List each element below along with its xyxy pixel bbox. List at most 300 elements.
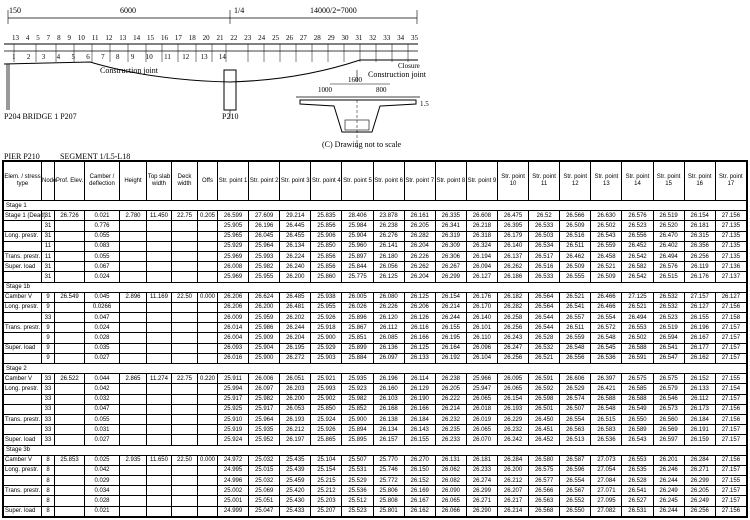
stress-value-cell: 27.082 bbox=[591, 506, 622, 516]
offset-cell: 0.220 bbox=[198, 374, 218, 384]
stress-value-cell: 26.52 bbox=[529, 211, 560, 221]
stress-value-cell: 26.096 bbox=[466, 343, 497, 353]
width-cell bbox=[147, 241, 172, 251]
stress-value-cell: 26.521 bbox=[560, 292, 591, 302]
segment-number: 4 bbox=[25, 34, 30, 42]
width-cell bbox=[147, 353, 172, 363]
column-header: Deck width bbox=[172, 162, 198, 201]
stress-value-cell: 25.536 bbox=[342, 486, 373, 496]
elev-cell bbox=[55, 313, 85, 323]
stress-value-cell: 26.451 bbox=[529, 425, 560, 435]
stress-value-cell: 25.844 bbox=[342, 262, 373, 272]
camber-cell: 0.055 bbox=[85, 414, 120, 424]
deck-cell bbox=[172, 394, 198, 404]
stress-value-cell: 26.527 bbox=[622, 496, 653, 506]
stress-value-cell: 25.531 bbox=[342, 465, 373, 475]
offset-cell: 0.000 bbox=[198, 455, 218, 465]
table-row bbox=[4, 313, 747, 323]
height-cell bbox=[120, 251, 147, 261]
row-label bbox=[4, 221, 42, 231]
height-cell bbox=[120, 333, 147, 343]
segment-number: 15 bbox=[147, 34, 155, 42]
stress-value-cell: 25.835 bbox=[311, 211, 342, 221]
stress-value-cell: 27.158 bbox=[715, 313, 746, 323]
height-cell bbox=[120, 476, 147, 486]
camber-cell: 0.024 bbox=[85, 323, 120, 333]
stress-value-cell: 26.201 bbox=[653, 455, 684, 465]
stress-value-cell: 26.545 bbox=[591, 343, 622, 353]
stress-value-cell: 26.256 bbox=[497, 353, 528, 363]
stress-value-cell: 26.194 bbox=[466, 251, 497, 261]
stress-value-cell: 26.276 bbox=[373, 231, 404, 241]
stress-value-cell: 26.045 bbox=[249, 231, 280, 241]
stress-value-cell: 27.156 bbox=[715, 455, 746, 465]
stress-value-cell: 28.406 bbox=[342, 211, 373, 221]
stress-value-cell: 26.256 bbox=[684, 251, 715, 261]
stress-value-cell: 26.244 bbox=[435, 313, 466, 323]
stress-value-cell: 26.202 bbox=[280, 313, 311, 323]
stress-value-cell: 26.249 bbox=[684, 496, 715, 506]
section-dim-1: 1000 bbox=[318, 86, 332, 94]
stress-value-cell: 26.588 bbox=[622, 394, 653, 404]
stress-value-cell: 26.192 bbox=[435, 353, 466, 363]
column-header: Str. point 6 bbox=[373, 162, 404, 201]
stress-value-cell: 26.560 bbox=[653, 414, 684, 424]
deck-cell bbox=[172, 496, 198, 506]
stress-value-cell: 26.200 bbox=[249, 302, 280, 312]
stress-value-cell: 25.982 bbox=[249, 394, 280, 404]
stress-value-cell: 26.101 bbox=[466, 323, 497, 333]
stress-value-cell: 26.224 bbox=[280, 251, 311, 261]
column-header: Offs bbox=[198, 162, 218, 201]
offset-cell bbox=[198, 272, 218, 282]
deck-cell: 22.75 bbox=[172, 211, 198, 221]
segment-number: 34 bbox=[397, 34, 405, 42]
height-cell bbox=[120, 394, 147, 404]
column-header: Height bbox=[120, 162, 147, 201]
row-label bbox=[4, 333, 42, 343]
stress-value-cell: 25.960 bbox=[342, 241, 373, 251]
elev-cell bbox=[55, 272, 85, 282]
stress-value-cell: 26.195 bbox=[435, 333, 466, 343]
deck-cell bbox=[172, 231, 198, 241]
stress-value-cell: 26.521 bbox=[529, 353, 560, 363]
stress-value-cell: 26.170 bbox=[466, 302, 497, 312]
stress-value-cell: 26.580 bbox=[529, 455, 560, 465]
stress-value-cell: 25.905 bbox=[218, 221, 249, 231]
column-header: Str. point 7 bbox=[404, 162, 435, 201]
width-cell: 11.450 bbox=[147, 211, 172, 221]
stress-value-cell: 26.541 bbox=[653, 343, 684, 353]
stress-value-cell: 25.994 bbox=[218, 384, 249, 394]
row-label bbox=[4, 404, 42, 414]
column-header: Str. point 3 bbox=[280, 162, 311, 201]
offset-cell bbox=[198, 496, 218, 506]
stress-value-cell: 27.135 bbox=[715, 241, 746, 251]
stress-value-cell: 26.154 bbox=[435, 292, 466, 302]
stress-value-cell: 24.972 bbox=[218, 455, 249, 465]
deck-cell bbox=[172, 476, 198, 486]
stress-value-cell: 26.169 bbox=[404, 486, 435, 496]
stress-value-cell: 25.772 bbox=[373, 476, 404, 486]
stress-value-cell: 26.157 bbox=[373, 435, 404, 445]
stress-value-cell: 26.112 bbox=[684, 394, 715, 404]
stress-value-cell: 26.517 bbox=[529, 251, 560, 261]
camber-cell: 0.045 bbox=[85, 292, 120, 302]
stress-value-cell: 26.523 bbox=[653, 313, 684, 323]
elev-cell bbox=[55, 476, 85, 486]
stress-value-cell: 26.159 bbox=[684, 435, 715, 445]
stress-value-cell: 26.141 bbox=[373, 241, 404, 251]
stress-value-cell: 25.926 bbox=[311, 313, 342, 323]
node-cell: 8 bbox=[42, 486, 55, 496]
stress-value-cell: 26.564 bbox=[529, 292, 560, 302]
stress-value-cell: 26.152 bbox=[404, 476, 435, 486]
bridge-profile-drawing bbox=[0, 0, 750, 152]
segment-number: 22 bbox=[230, 34, 238, 42]
stress-value-cell: 26.173 bbox=[684, 404, 715, 414]
row-label: Long. prestr. bbox=[4, 384, 42, 394]
section-header-row bbox=[4, 201, 747, 211]
width-cell bbox=[147, 486, 172, 496]
offset-cell bbox=[198, 343, 218, 353]
stress-value-cell: 26.207 bbox=[497, 486, 528, 496]
column-header: Top slab width bbox=[147, 162, 172, 201]
stress-value-cell: 26.167 bbox=[684, 333, 715, 343]
node-cell: 8 bbox=[42, 455, 55, 465]
column-header: Str. point 5 bbox=[342, 162, 373, 201]
stress-value-cell: 26.458 bbox=[591, 251, 622, 261]
width-cell bbox=[147, 323, 172, 333]
stress-value-cell: 25.015 bbox=[249, 465, 280, 475]
stress-value-cell: 26.014 bbox=[218, 323, 249, 333]
offset-cell bbox=[198, 486, 218, 496]
stress-value-cell: 27.157 bbox=[715, 343, 746, 353]
stress-value-cell: 26.160 bbox=[373, 384, 404, 394]
stress-value-cell: 26.126 bbox=[404, 313, 435, 323]
stress-value-cell: 26.168 bbox=[373, 404, 404, 414]
stress-value-cell: 26.452 bbox=[622, 241, 653, 251]
stress-value-cell: 25.775 bbox=[342, 272, 373, 282]
stress-value-cell: 27.157 bbox=[715, 465, 746, 475]
stress-value-cell: 25.904 bbox=[342, 231, 373, 241]
height-cell bbox=[120, 496, 147, 506]
node-cell: 33 bbox=[42, 394, 55, 404]
stress-value-cell: 27.095 bbox=[591, 496, 622, 506]
note-construction-joint-right: Construction joint bbox=[368, 70, 426, 79]
row-label bbox=[4, 313, 42, 323]
stress-value-cell: 26.563 bbox=[560, 425, 591, 435]
table-row bbox=[4, 404, 747, 414]
stress-value-cell: 26.238 bbox=[435, 374, 466, 384]
offset-cell bbox=[198, 435, 218, 445]
column-header: Str. point 10 bbox=[497, 162, 528, 201]
stress-value-cell: 24.999 bbox=[218, 506, 249, 516]
stress-value-cell: 26.184 bbox=[684, 414, 715, 424]
deck-cell bbox=[172, 425, 198, 435]
stress-value-cell: 26.134 bbox=[373, 425, 404, 435]
row-label bbox=[4, 496, 42, 506]
stress-value-cell: 25.435 bbox=[280, 455, 311, 465]
stress-value-cell: 25.959 bbox=[249, 313, 280, 323]
stress-value-cell: 26.233 bbox=[435, 435, 466, 445]
stress-value-cell: 26.112 bbox=[373, 323, 404, 333]
stress-value-cell: 26.548 bbox=[560, 343, 591, 353]
stress-value-cell: 26.630 bbox=[591, 211, 622, 221]
stress-value-cell: 27.155 bbox=[715, 374, 746, 384]
stress-value-cell: 25.929 bbox=[311, 343, 342, 353]
stress-value-cell: 26.019 bbox=[466, 414, 497, 424]
deck-cell bbox=[172, 323, 198, 333]
stress-value-cell: 26.262 bbox=[497, 262, 528, 272]
stress-value-cell: 26.596 bbox=[560, 465, 591, 475]
deck-cell: 22.75 bbox=[172, 374, 198, 384]
stress-value-cell: 25.430 bbox=[280, 496, 311, 506]
camber-cell: 0.034 bbox=[85, 486, 120, 496]
stress-value-cell: 25.955 bbox=[249, 272, 280, 282]
elev-cell bbox=[55, 333, 85, 343]
stress-value-cell: 25.894 bbox=[342, 425, 373, 435]
stress-value-cell: 26.114 bbox=[404, 374, 435, 384]
stress-value-cell: 26.511 bbox=[560, 323, 591, 333]
node-cell: 11 bbox=[42, 251, 55, 261]
offset-cell bbox=[198, 506, 218, 516]
stress-value-cell: 25.921 bbox=[311, 374, 342, 384]
deck-cell bbox=[172, 333, 198, 343]
stress-value-cell: 25.439 bbox=[280, 465, 311, 475]
height-cell bbox=[120, 414, 147, 424]
elev-cell bbox=[55, 323, 85, 333]
stress-value-cell: 26.552 bbox=[560, 496, 591, 506]
stress-value-cell: 25.808 bbox=[373, 496, 404, 506]
stress-value-cell: 25.924 bbox=[218, 435, 249, 445]
stress-value-cell: 26.193 bbox=[280, 414, 311, 424]
stress-value-cell: 26.127 bbox=[684, 302, 715, 312]
stress-value-cell: 26.553 bbox=[622, 455, 653, 465]
segment-number: 10 bbox=[77, 34, 85, 42]
stress-value-cell: 26.583 bbox=[591, 425, 622, 435]
stress-value-cell: 25.935 bbox=[342, 374, 373, 384]
stress-value-cell: 26.212 bbox=[280, 425, 311, 435]
segment-box: 8 bbox=[116, 53, 120, 61]
node-cell: 31 bbox=[42, 272, 55, 282]
stress-value-cell: 26.594 bbox=[653, 333, 684, 343]
camber-cell: 0.025 bbox=[85, 455, 120, 465]
stress-value-cell: 26.191 bbox=[684, 425, 715, 435]
stress-value-cell: 27.157 bbox=[715, 425, 746, 435]
stress-value-cell: 26.335 bbox=[435, 211, 466, 221]
deck-cell bbox=[172, 272, 198, 282]
width-cell: 11.274 bbox=[147, 374, 172, 384]
node-cell: 8 bbox=[42, 506, 55, 516]
stress-value-cell: 26.543 bbox=[591, 231, 622, 241]
stress-value-cell: 26.197 bbox=[280, 435, 311, 445]
camber-cell: 0.028 bbox=[85, 333, 120, 343]
stress-value-cell: 26.182 bbox=[497, 292, 528, 302]
segment-number: 35 bbox=[410, 34, 418, 42]
stress-value-cell: 26.136 bbox=[373, 343, 404, 353]
stress-value-cell: 25.918 bbox=[311, 323, 342, 333]
stress-value-cell: 26.140 bbox=[497, 241, 528, 251]
segment-number: 11 bbox=[91, 34, 99, 42]
deck-cell bbox=[172, 343, 198, 353]
segment-number: 16 bbox=[160, 34, 168, 42]
segment-number: 25 bbox=[272, 34, 280, 42]
table-row bbox=[4, 353, 747, 363]
segment-box: 13 bbox=[200, 53, 208, 61]
column-header: Str. point 8 bbox=[435, 162, 466, 201]
stress-value-cell: 26.138 bbox=[373, 414, 404, 424]
offset-cell bbox=[198, 384, 218, 394]
segment-box: 7 bbox=[101, 53, 105, 61]
stress-value-cell: 26.608 bbox=[466, 211, 497, 221]
stress-value-cell: 25.917 bbox=[218, 394, 249, 404]
node-cell: 8 bbox=[42, 496, 55, 506]
stress-value-cell: 26.536 bbox=[591, 353, 622, 363]
width-cell bbox=[147, 506, 172, 516]
segment-number: 14 bbox=[133, 34, 141, 42]
stress-value-cell: 25.955 bbox=[311, 302, 342, 312]
stress-value-cell: 26.204 bbox=[404, 241, 435, 251]
stress-value-cell: 26.515 bbox=[653, 272, 684, 282]
row-label: Super. load bbox=[4, 262, 42, 272]
stress-value-cell: 26.536 bbox=[591, 435, 622, 445]
stress-value-cell: 26.018 bbox=[466, 404, 497, 414]
stress-value-cell: 26.267 bbox=[435, 262, 466, 272]
stress-value-cell: 26.324 bbox=[466, 241, 497, 251]
stress-value-cell: 26.256 bbox=[497, 323, 528, 333]
segment-box: 1 bbox=[12, 53, 16, 61]
stress-value-cell: 26.203 bbox=[280, 384, 311, 394]
elev-cell bbox=[55, 414, 85, 424]
offset-cell bbox=[198, 425, 218, 435]
stress-value-cell: 26.131 bbox=[435, 455, 466, 465]
camber-cell: 0.042 bbox=[85, 465, 120, 475]
stress-value-cell: 26.513 bbox=[560, 435, 591, 445]
stress-value-cell: 26.573 bbox=[653, 404, 684, 414]
offset-cell bbox=[198, 404, 218, 414]
width-cell bbox=[147, 414, 172, 424]
node-cell: 9 bbox=[42, 292, 55, 302]
camber-cell: 0.021 bbox=[85, 211, 120, 221]
stress-value-cell: 26.576 bbox=[653, 262, 684, 272]
elev-cell bbox=[55, 486, 85, 496]
stress-value-cell: 26.534 bbox=[529, 241, 560, 251]
elev-cell bbox=[55, 394, 85, 404]
elev-cell bbox=[55, 496, 85, 506]
stress-value-cell: 26.229 bbox=[497, 414, 528, 424]
stress-value-cell: 26.588 bbox=[622, 343, 653, 353]
table-caption-right: SEGMENT 1/L5-L18 bbox=[60, 152, 131, 161]
height-cell: 2.865 bbox=[120, 374, 147, 384]
stress-value-cell: 26.519 bbox=[653, 323, 684, 333]
width-cell bbox=[147, 404, 172, 414]
stress-value-cell: 26.181 bbox=[466, 455, 497, 465]
height-cell bbox=[120, 465, 147, 475]
width-cell: 11.650 bbox=[147, 455, 172, 465]
segment-box: 2 bbox=[26, 53, 31, 61]
segment-number: 17 bbox=[174, 34, 182, 42]
offset-cell bbox=[198, 262, 218, 272]
stress-value-cell: 26.125 bbox=[373, 272, 404, 282]
stress-value-cell: 25.507 bbox=[342, 455, 373, 465]
stress-value-cell: 26.137 bbox=[497, 251, 528, 261]
table-row bbox=[4, 272, 747, 282]
stress-value-cell: 26.494 bbox=[653, 251, 684, 261]
stress-value-cell: 26.576 bbox=[622, 211, 653, 221]
stress-value-cell: 26.306 bbox=[435, 251, 466, 261]
stress-value-cell: 25.952 bbox=[249, 435, 280, 445]
stress-value-cell: 25.935 bbox=[249, 425, 280, 435]
height-cell bbox=[120, 435, 147, 445]
stress-value-cell: 26.176 bbox=[466, 292, 497, 302]
stress-value-cell: 26.177 bbox=[684, 343, 715, 353]
width-cell bbox=[147, 496, 172, 506]
stress-value-cell: 26.591 bbox=[622, 353, 653, 363]
elev-cell bbox=[55, 506, 85, 516]
stress-value-cell: 26.532 bbox=[653, 302, 684, 312]
height-cell bbox=[120, 313, 147, 323]
table-row bbox=[4, 476, 747, 486]
segment-box: 9 bbox=[130, 53, 135, 61]
deck-cell bbox=[172, 384, 198, 394]
height-cell bbox=[120, 231, 147, 241]
stress-value-cell: 26.450 bbox=[529, 414, 560, 424]
stress-value-cell: 26.080 bbox=[373, 292, 404, 302]
segment-number: 31 bbox=[355, 34, 363, 42]
stress-value-cell: 26.205 bbox=[404, 221, 435, 231]
stress-value-cell: 27.136 bbox=[715, 262, 746, 272]
offset-cell bbox=[198, 394, 218, 404]
node-cell: 8 bbox=[42, 476, 55, 486]
section-dim-2: 800 bbox=[376, 86, 387, 94]
stress-value-cell: 26.591 bbox=[529, 374, 560, 384]
stress-value-cell: 26.222 bbox=[435, 394, 466, 404]
table-row bbox=[4, 262, 747, 272]
stress-value-cell: 25.154 bbox=[311, 465, 342, 475]
stress-value-cell: 26.509 bbox=[560, 262, 591, 272]
stress-value-cell: 26.166 bbox=[404, 333, 435, 343]
stress-value-cell: 26.502 bbox=[622, 333, 653, 343]
elev-cell bbox=[55, 353, 85, 363]
stress-value-cell: 26.290 bbox=[466, 506, 497, 516]
stress-value-cell: 26.256 bbox=[684, 506, 715, 516]
stress-value-cell: 26.589 bbox=[622, 425, 653, 435]
stress-value-cell: 27.156 bbox=[715, 211, 746, 221]
stress-value-cell: 25.104 bbox=[311, 455, 342, 465]
stress-value-cell: 26.205 bbox=[684, 486, 715, 496]
stress-value-cell: 25.851 bbox=[342, 333, 373, 343]
deck-cell bbox=[172, 313, 198, 323]
stress-value-cell: 26.155 bbox=[404, 435, 435, 445]
span-label-start: 150 bbox=[9, 6, 21, 15]
segment-box: 4 bbox=[56, 53, 61, 61]
stress-value-cell: 25.051 bbox=[249, 496, 280, 506]
stress-value-cell: 26.445 bbox=[280, 221, 311, 231]
stress-value-cell: 25.903 bbox=[311, 353, 342, 363]
width-cell bbox=[147, 302, 172, 312]
segment-number: 27 bbox=[299, 34, 307, 42]
deck-cell: 22.50 bbox=[172, 292, 198, 302]
stress-value-cell: 26.186 bbox=[497, 272, 528, 282]
stress-value-cell: 26.553 bbox=[622, 323, 653, 333]
stress-value-cell: 26.206 bbox=[404, 302, 435, 312]
elev-cell bbox=[55, 425, 85, 435]
stress-value-cell: 26.274 bbox=[466, 476, 497, 486]
stress-value-cell: 26.556 bbox=[560, 353, 591, 363]
width-cell bbox=[147, 272, 172, 282]
stress-value-cell: 26.006 bbox=[249, 374, 280, 384]
